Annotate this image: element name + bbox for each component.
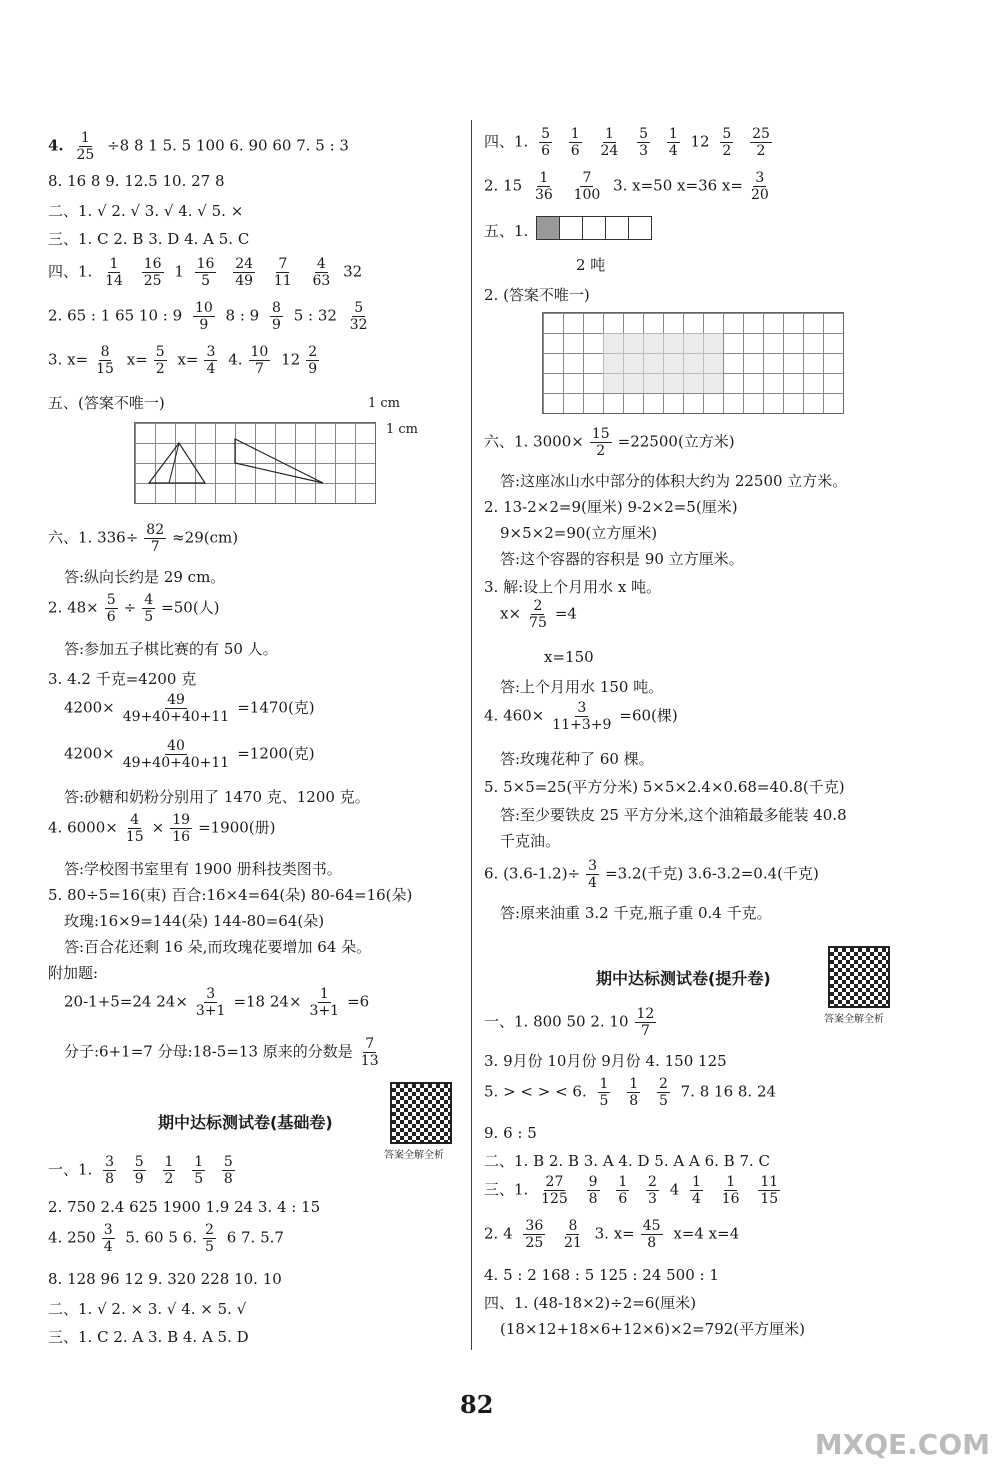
qr-label: 答案全解全析 — [384, 1150, 444, 1161]
answer-line: 一、1. $\frac{3}{8}$ $\frac{5}{9}$ $\frac{1}{2}$ $\frac{1}{5}$ $\frac{5}{8}$ — [48, 1154, 233, 1187]
answer-line: 4. 460× $\frac{3}{11+3+9}$ =60(棵) — [484, 700, 678, 733]
answer-line: 答:学校图书室里有 1900 册科技类图书。 — [64, 860, 342, 878]
answer-line: 答:纵向长约是 29 cm。 — [64, 568, 226, 586]
answer-line: 4. 6000× $\frac{4}{15}$ × $\frac{19}{16}$ =1900(册) — [48, 812, 276, 845]
answer-line: 六、1. 336÷ $\frac{82}{7}$ ≈29(cm) — [48, 522, 239, 555]
answer-line: 二、1. √ 2. √ 3. √ 4. √ 5. × — [48, 202, 244, 220]
answer-line: 3. 解:设上个月用水 x 吨。 — [484, 578, 662, 596]
answer-line: 六、1. 3000× $\frac{15}{2}$ =22500(立方米) — [484, 426, 735, 459]
answer-line: 2. (答案不唯一) — [484, 286, 590, 304]
answer-line: 4. 250 $\frac{3}{4}$ 5. 60 5 6. $\frac{2}{5}$ 6 7. 5.7 — [48, 1222, 284, 1255]
answer-line: 答:砂糖和奶粉分别用了 1470 克、1200 克。 — [64, 788, 370, 806]
answer-line: 4200× $\frac{49}{49+40+40+11}$ =1470(克) — [64, 692, 315, 725]
answer-line: 答:参加五子棋比赛的有 50 人。 — [64, 640, 278, 658]
tons-bar-diagram — [536, 216, 652, 240]
answer-line: 5. 80÷5=16(束) 百合:16×4=64(朵) 80-64=16(朵) — [48, 886, 413, 904]
answer-line: 4200× $\frac{40}{49+40+40+11}$ =1200(克) — [64, 738, 315, 771]
answer-line: 答:原来油重 3.2 千克,瓶子重 0.4 千克。 — [500, 904, 772, 922]
answer-line: 分子:6+1=7 分母:18-5=13 原来的分数是 $\frac{7}{13}$ — [64, 1036, 379, 1069]
answer-line: 答:上个月用水 150 吨。 — [500, 678, 664, 696]
triangle-shape — [235, 439, 323, 483]
section-title: 期中达标测试卷(基础卷) — [158, 1113, 333, 1132]
cm-label: 1 cm — [368, 396, 401, 411]
watermark: MXQE.COM — [814, 1428, 990, 1461]
answer-line: 2. 13-2×2=9(厘米) 9-2×2=5(厘米) — [484, 498, 738, 516]
answer-line: 五、(答案不唯一) — [48, 394, 165, 412]
answer-line: 千克油。 — [500, 832, 561, 850]
answer-line: 答:至少要铁皮 25 平方分米,这个油箱最多能装 40.8 — [500, 806, 847, 824]
answer-line: 2. 15 $\frac{1}{36}$ $\frac{7}{100}$ 3. x=50 x=36 x= $\frac{3}{20}$ — [484, 170, 769, 203]
tons-label: 2 吨 — [576, 256, 606, 274]
answer-line: 20-1+5=24 24× $\frac{3}{3+1}$ =18 24× $\frac{1}{3+1}$ =6 — [64, 986, 370, 1019]
column-divider — [471, 120, 472, 1350]
answer-line: 4. 5 : 2 168 : 5 125 : 24 500 : 1 — [484, 1266, 719, 1284]
answer-line: 二、1. √ 2. × 3. √ 4. × 5. √ — [48, 1300, 247, 1318]
drawing-grid — [542, 312, 844, 414]
answer-line: 9×5×2=90(立方厘米) — [500, 524, 658, 542]
shaded-rectangle — [603, 333, 723, 393]
answer-line: 2. 48× $\frac{5}{6}$ ÷ $\frac{4}{5}$ =50(人) — [48, 592, 220, 625]
answer-line: x× $\frac{2}{75}$ =4 — [500, 598, 577, 631]
answer-line: (18×12+18×6+12×6)×2=792(平方厘米) — [500, 1320, 805, 1338]
answer-line: 玫瑰:16×9=144(朵) 144-80=64(朵) — [64, 912, 325, 930]
answer-line: 附加题: — [48, 964, 99, 982]
answer-line: 5. 5×5=25(平方分米) 5×5×2.4×0.68=40.8(千克) — [484, 778, 845, 796]
answer-line: 一、1. 800 50 2. 10 $\frac{12}{7}$ — [484, 1006, 655, 1039]
triangle-figures — [135, 423, 375, 503]
drawing-grid — [134, 422, 376, 504]
answer-line: 答:这个容器的容积是 90 立方厘米。 — [500, 550, 744, 568]
answer-line: 3. 9月份 10月份 9月份 4. 150 125 — [484, 1052, 727, 1070]
answer-line: 四、1. (48-18×2)÷2=6(厘米) — [484, 1294, 697, 1312]
answer-line: 2. 65 : 1 65 10 : 9 $\frac{10}{9}$ 8 : 9 $\frac{8}{9}$ 5 : 32 $\frac{5}{32}$ — [48, 300, 368, 333]
answer-line: 五、1. — [484, 222, 529, 240]
qr-label: 答案全解全析 — [824, 1014, 884, 1025]
answer-line: 答:这座冰山水中部分的体积大约为 22500 立方米。 — [500, 472, 848, 490]
answer-line: 答:玫瑰花种了 60 棵。 — [500, 750, 654, 768]
answer-line: 6. (3.6-1.2)÷ $\frac{3}{4}$ =3.2(千克) 3.6-3.2=0.4(千克) — [484, 858, 819, 891]
answer-line: 答:百合花还剩 16 朵,而玫瑰花要增加 64 朵。 — [64, 938, 372, 956]
answer-line: 2. 750 2.4 625 1900 1.9 24 3. 4 : 15 — [48, 1198, 321, 1216]
answer-line: 8. 128 96 12 9. 320 228 10. 10 — [48, 1270, 282, 1288]
answer-line: 三、1. $\frac{27}{125}$ $\frac{9}{8}$ $\frac{1}{6}$ $\frac{2}{3}$ 4 $\frac{1}{4}$ $\frac{1}{16}$ $\frac{11}{15}$ — [484, 1174, 779, 1207]
cm-label: 1 cm — [386, 422, 419, 437]
answer-line: 四、1. $\frac{5}{6}$ $\frac{1}{6}$ $\frac{1}{24}$ $\frac{5}{3}$ $\frac{1}{4}$ 12 $\frac{5}{2}$ $\frac{25}{2}$ — [484, 126, 770, 159]
qr-code-icon[interactable] — [828, 946, 890, 1008]
answer-line: 四、1. $\frac{1}{14}$ $\frac{16}{25}$ 1 $\frac{16}{5}$ $\frac{24}{49}$ $\frac{7}{11}$ $\frac{4}{63}$ 32 — [48, 256, 363, 289]
answer-line: 3. x= $\frac{8}{15}$ x= $\frac{5}{2}$ x= $\frac{3}{4}$ 4. $\frac{10}{7}$ 12 $\frac{2}{9}$ — [48, 344, 318, 377]
qr-code-icon[interactable] — [390, 1082, 452, 1144]
answer-line: 9. 6 : 5 — [484, 1124, 537, 1142]
answer-line: 三、1. C 2. A 3. B 4. A 5. D — [48, 1328, 249, 1346]
grid-figure — [543, 313, 843, 413]
answer-line: 三、1. C 2. B 3. D 4. A 5. C — [48, 230, 250, 248]
answer-line: 5. > < > < 6. $\frac{1}{5}$ $\frac{1}{8}$ $\frac{2}{5}$ 7. 8 16 8. 24 — [484, 1076, 777, 1109]
answer-line: 3. 4.2 千克=4200 克 — [48, 670, 197, 688]
answer-line: 2. 4 $\frac{36}{25}$ $\frac{8}{21}$ 3. x= $\frac{45}{8}$ x=4 x=4 — [484, 1218, 740, 1251]
page-number: 82 — [460, 1390, 494, 1419]
answer-line: x=150 — [544, 648, 594, 666]
answer-line: 二、1. B 2. B 3. A 4. D 5. A A 6. B 7. C — [484, 1152, 771, 1170]
answer-line: 8. 16 8 9. 12.5 10. 27 8 — [48, 172, 225, 190]
answer-line: 4. $\frac{1}{25}$ ÷8 8 1 5. 5 100 6. 90 60 7. 5 : 3 — [48, 130, 349, 163]
section-title: 期中达标测试卷(提升卷) — [596, 969, 771, 988]
